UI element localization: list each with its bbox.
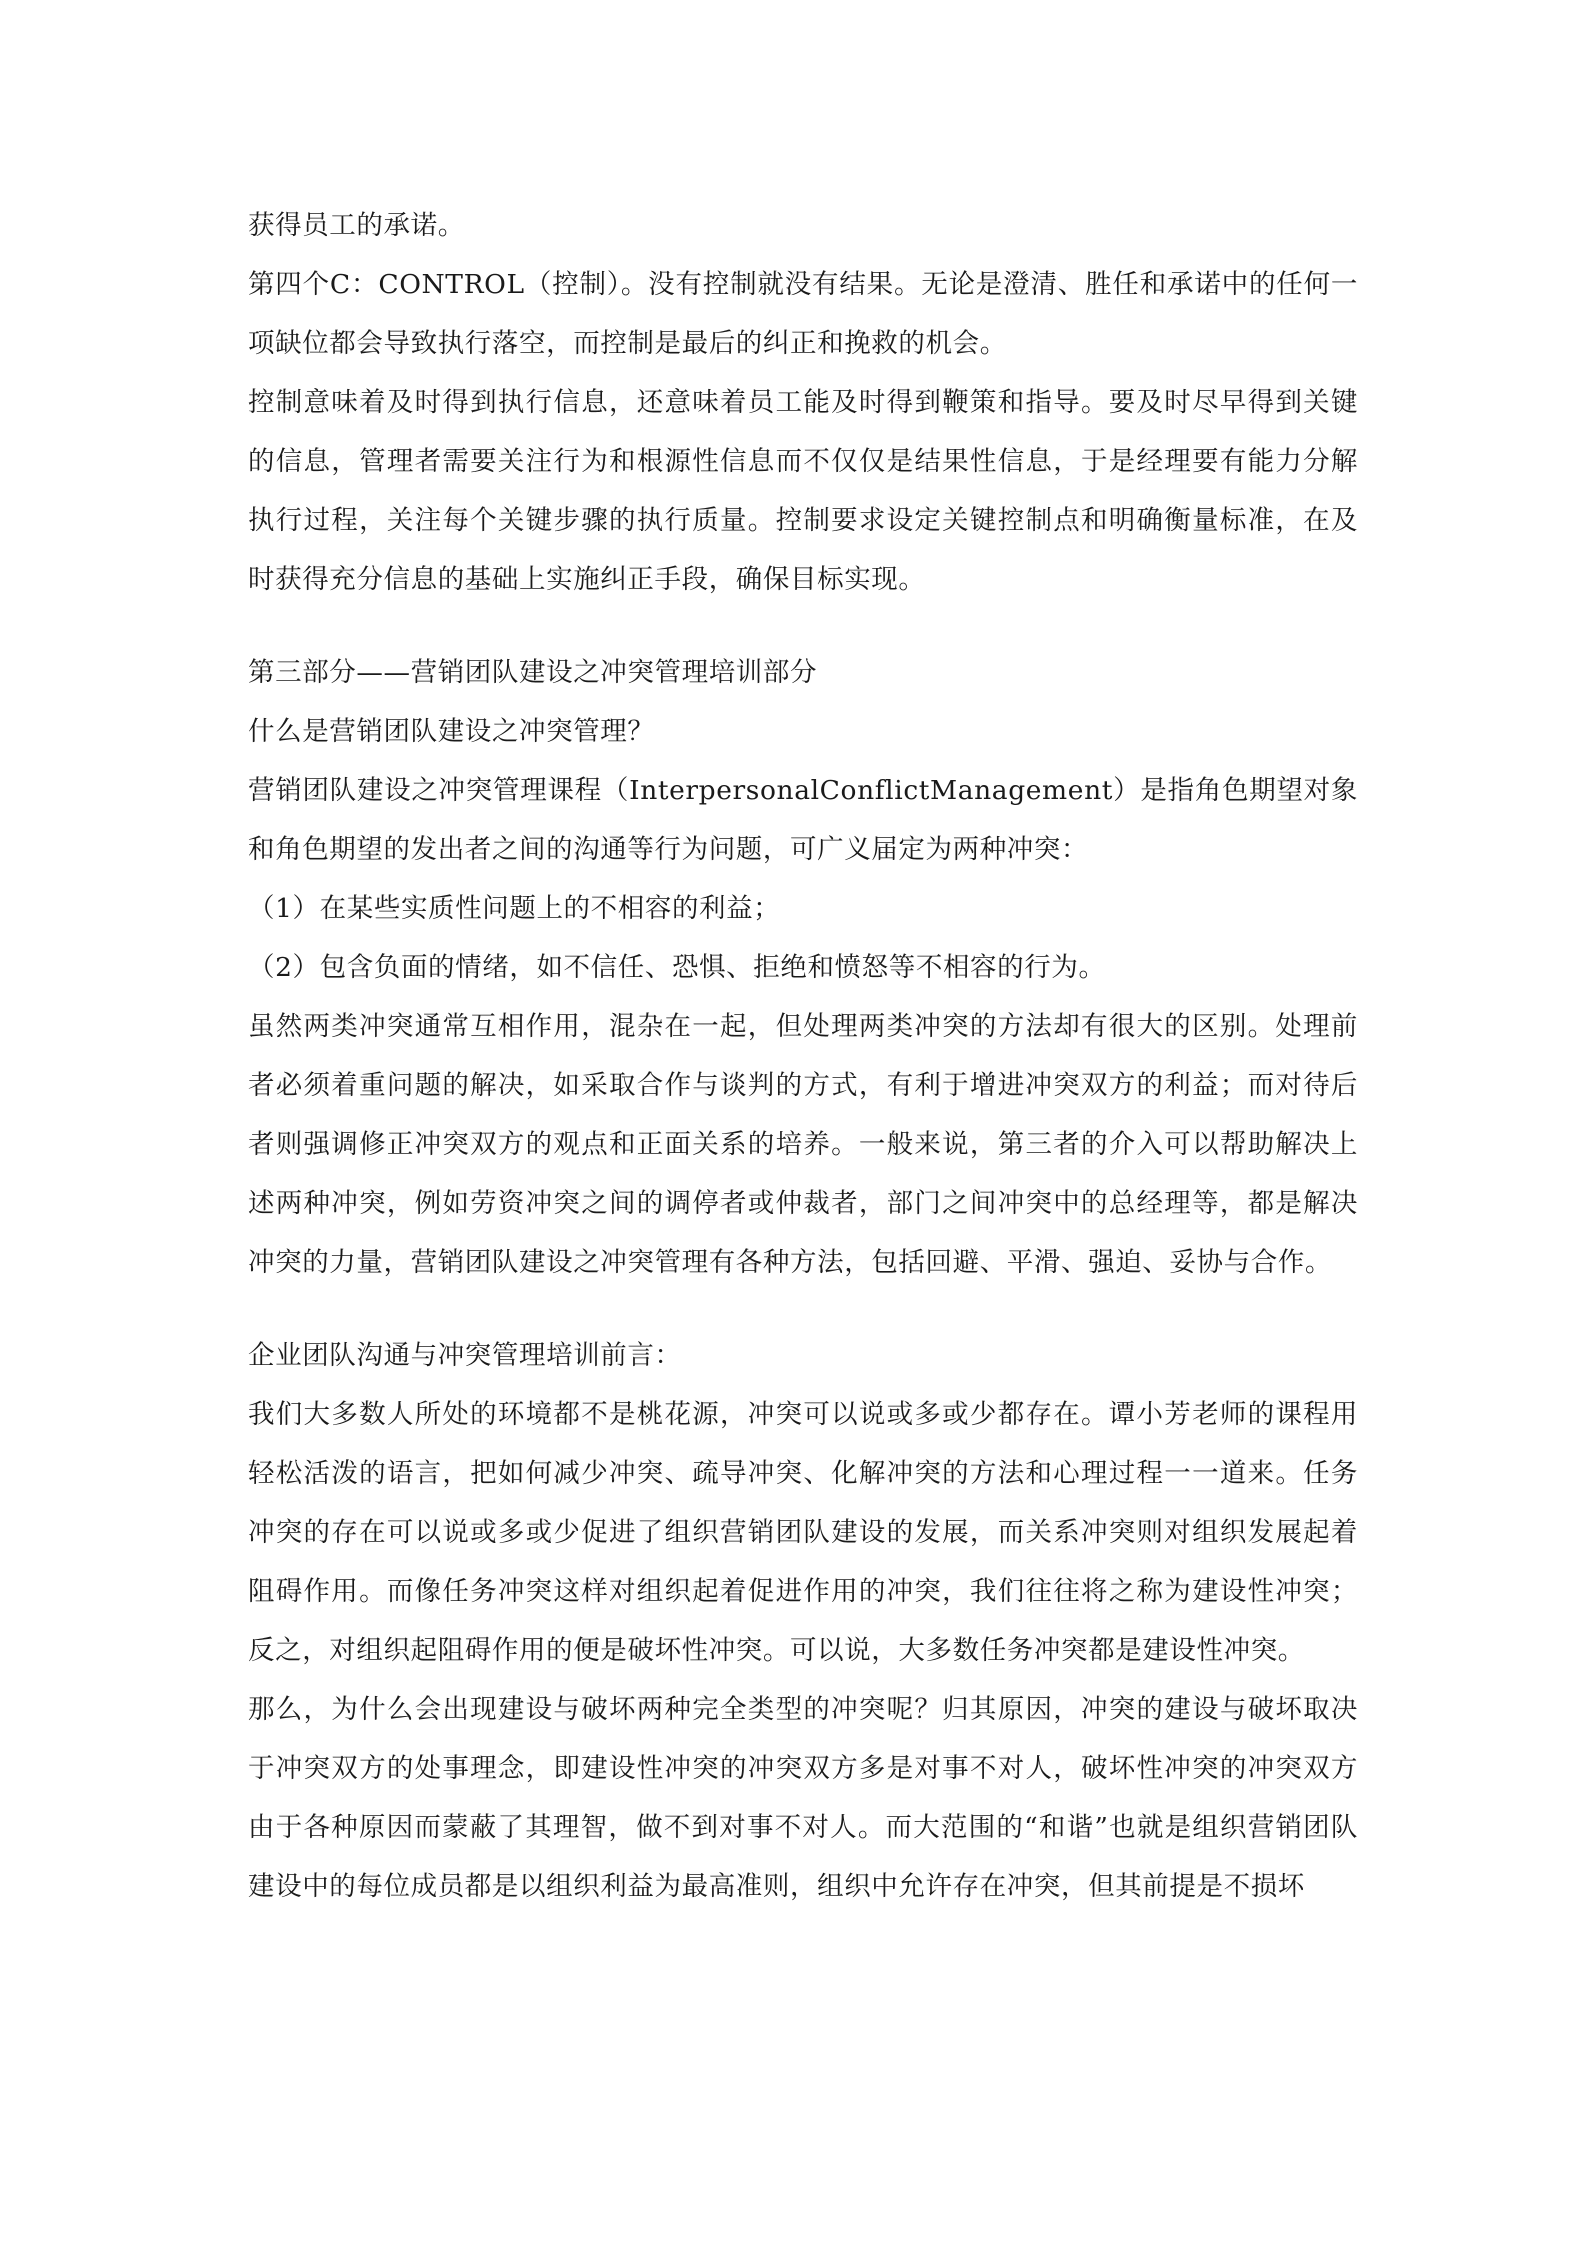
paragraph-control-detail: 控制意味着及时得到执行信息，还意味着员工能及时得到鞭策和指导。要及时尽早得到关键的信息，管理者需要关注行为和根源性信息而不仅仅是结果性信息，于是经理要有能力分解执行过程，关注每个关键步骤的执行质量。控制要求设定关键控制点和明确衡量标准，在及时获得充分信息的基础上实施纠正手段，确保目标实现。 — [248, 387, 1358, 595]
subheading-training-preface: 企业团队沟通与冲突管理培训前言： — [248, 1340, 682, 1371]
list-item-conflict-2: （2）包含负面的情绪，如不信任、恐惧、拒绝和愤怒等不相容的行为。 — [248, 952, 1106, 983]
paragraph-preface-body: 我们大多数人所处的环境都不是桃花源，冲突可以说或多或少都存在。谭小芳老师的课程用轻松活泼的语言，把如何减少冲突、疏导冲突、化解冲突的方法和心理过程一一道来。任务冲突的存在可以说或多或少促进了组织营销团队建设的发展，而关系冲突则对组织发展起着阻碍作用。而像任务冲突这样对组织起着促进作用的冲突，我们往往将之称为建设性冲突；反之，对组织起阻碍作用的便是破坏性冲突。可以说，大多数任务冲突都是建设性冲突。 — [248, 1399, 1358, 1666]
paragraph-conflict-definition: 营销团队建设之冲突管理课程（InterpersonalConflictManagement）是指角色期望对象和角色期望的发出者之间的沟通等行为问题，可广义届定为两种冲突： — [248, 775, 1358, 865]
document-body — [248, 196, 1358, 1916]
section-heading-part-three: 第三部分——营销团队建设之冲突管理培训部分 — [248, 657, 818, 688]
subheading-what-is-conflict-management: 什么是营销团队建设之冲突管理？ — [248, 716, 655, 747]
paragraph-commitment: 获得员工的承诺。 — [248, 210, 465, 241]
paragraph-constructive-destructive: 那么，为什么会出现建设与破坏两种完全类型的冲突呢？归其原因，冲突的建设与破坏取决于冲突双方的处事理念，即建设性冲突的冲突双方多是对事不对人，破坏性冲突的冲突双方由于各种原因而蒙蔽了其理智，做不到对事不对人。而大范围的“和谐”也就是组织营销团队建设中的每位成员都是以组织利益为最高准则，组织中允许存在冲突，但其前提是不损坏 — [248, 1694, 1358, 1902]
paragraph-control-intro: 第四个C：CONTROL（控制）。没有控制就没有结果。无论是澄清、胜任和承诺中的任何一项缺位都会导致执行落空，而控制是最后的纠正和挽救的机会。 — [248, 269, 1358, 359]
paragraph-conflict-handling: 虽然两类冲突通常互相作用，混杂在一起，但处理两类冲突的方法却有很大的区别。处理前者必须着重问题的解决，如采取合作与谈判的方式，有利于增进冲突双方的利益；而对待后者则强调修正冲突双方的观点和正面关系的培养。一般来说，第三者的介入可以帮助解决上述两种冲突，例如劳资冲突之间的调停者或仲裁者，部门之间冲突中的总经理等，都是解决冲突的力量，营销团队建设之冲突管理有各种方法，包括回避、平滑、强迫、妥协与合作。 — [248, 1011, 1358, 1278]
list-item-conflict-1: （1）在某些实质性问题上的不相容的利益； — [248, 893, 781, 924]
